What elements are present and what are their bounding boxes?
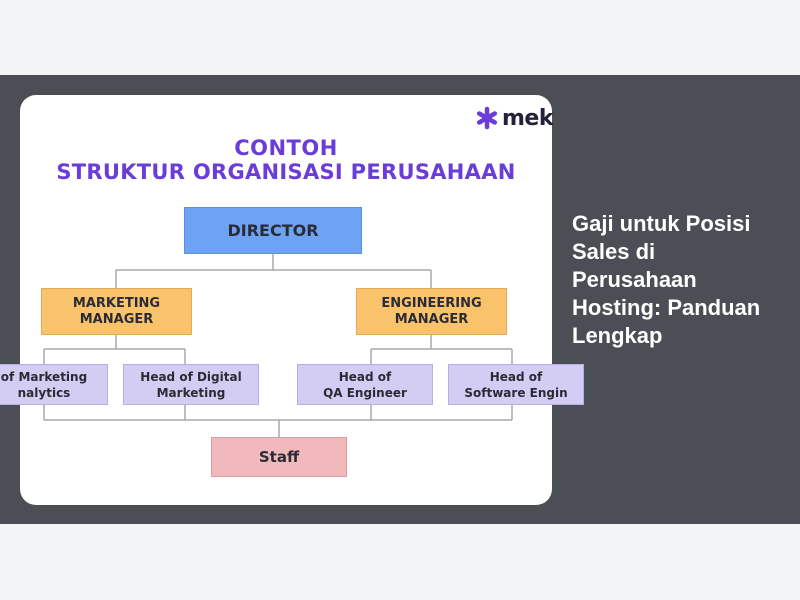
marketing-manager-label-line2: MANAGER xyxy=(79,311,154,327)
staff-label: Staff xyxy=(258,448,300,466)
engineering-manager-label-line2: MANAGER xyxy=(394,311,469,327)
engineering-manager-label-line1: ENGINEERING xyxy=(381,295,482,311)
featured-image[interactable] xyxy=(0,95,568,505)
head-software-line1: Head of xyxy=(489,369,543,384)
chart-heading-line2: STRUKTUR ORGANISASI PERUSAHAAN xyxy=(56,160,516,184)
director-box xyxy=(184,207,362,254)
head-qa-engineer-box xyxy=(297,364,433,405)
head-software-line2: Software Engin xyxy=(464,385,568,400)
head-digital-marketing-box xyxy=(123,364,259,405)
marketing-manager-label-line1: MARKETING xyxy=(72,295,161,311)
head-marketing-analytics-box xyxy=(0,364,108,405)
logo-text: mek xyxy=(502,105,553,131)
head-marketing-analytics-line2: nalytics xyxy=(17,385,71,400)
engineering-manager-box xyxy=(356,288,507,335)
head-digital-marketing-line2: Marketing xyxy=(156,385,226,400)
head-digital-marketing-line1: Head of Digital xyxy=(140,369,242,384)
head-software-engineer-box xyxy=(448,364,584,405)
marketing-manager-box xyxy=(41,288,192,335)
post-title[interactable]: Gaji untuk Posisi Sales di Perusahaan Hosting: Panduan Lengkap xyxy=(572,211,761,348)
director-label: DIRECTOR xyxy=(227,220,319,240)
head-qa-line2: QA Engineer xyxy=(323,385,407,400)
head-qa-line1: Head of xyxy=(338,369,392,384)
head-marketing-analytics-line1: of Marketing xyxy=(0,369,88,384)
chart-heading-line1: CONTOH xyxy=(234,136,338,160)
staff-box xyxy=(211,437,347,477)
